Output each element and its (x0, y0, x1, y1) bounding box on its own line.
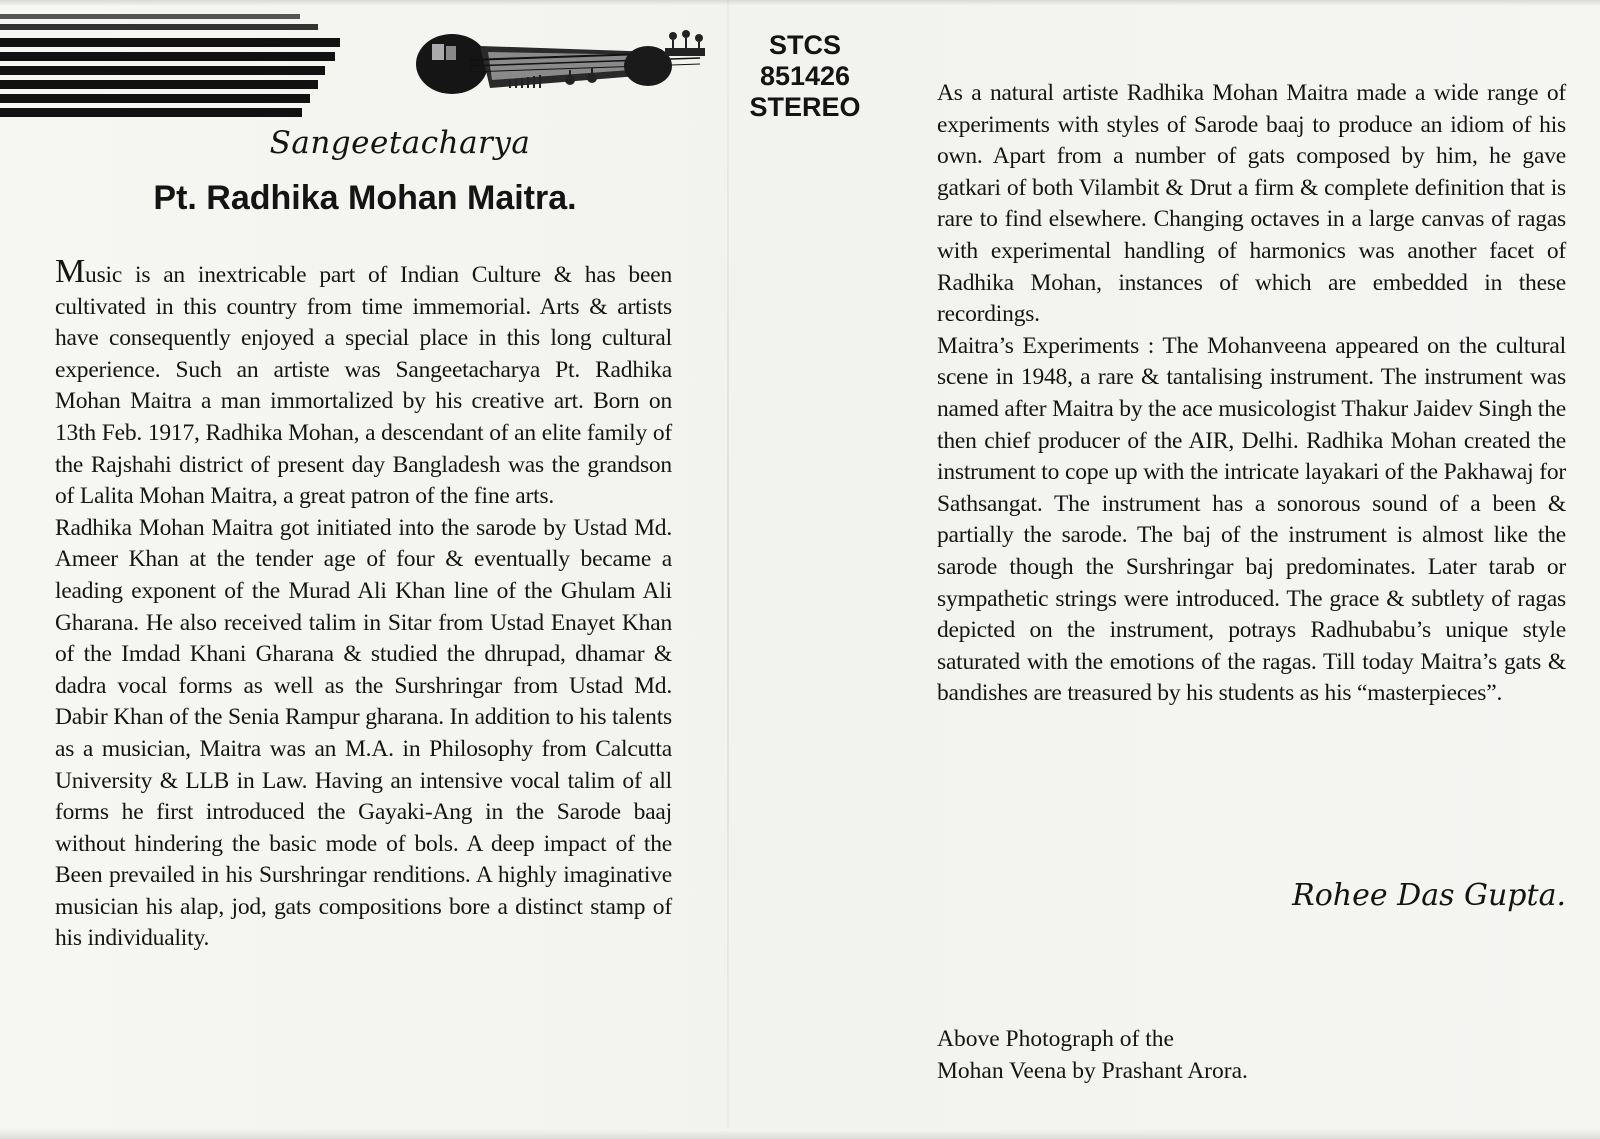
honorific-subtitle: Sangeetacharya (269, 125, 531, 161)
catalog-code: STCS (768, 30, 841, 60)
left-column (55, 253, 672, 955)
drop-cap: M (55, 253, 86, 290)
right-column (937, 78, 1566, 710)
top-edge (0, 0, 1600, 6)
left-paragraph-1 (55, 253, 672, 513)
right-paragraph-1: As a natural artiste Radhika Mohan Maitra made a wide range of experiments with styles of Sarode baaj to produce an idiom of his own. Apart from a number of gats composed by him, he gave gatkari of both Vilambit & Drut a firm & complete definition that is rare to find elsewhere. Changing octaves in a large canvas of ragas with experimental handling of harmonics was another facet of Radhika Mohan, instances of which are embedded in these recordings. (937, 80, 1566, 328)
catalog-format: STEREO (749, 92, 861, 122)
photo-credit-line-2: Mohan Veena by Prashant Arora. (937, 1057, 1248, 1084)
left-paragraph-2: Radhika Mohan Maitra got initiated into the sarode by Ustad Md. Ameer Khan at the tender age of four & eventually became a leading exponent of the Murad Ali Khan line of the Ghulam Ali Gharana. He also received talim in Sitar from Ustad Enayet Khan of the Imdad Khani Gharana & studied the dhrupad, dhamar & dadra vocal forms as well as the Surshringar from Ustad Md. Dabir Khan of the Senia Rampur gharana. In addition to his talents as a musician, Maitra was an M.A. in Philosophy from Calcutta University & LLB in Law. Having an intensive vocal talim of all forms he first introduced the Gayaki-Ang in the Sarode baaj without hindering the basic mode of bols. A deep impact of the Been prevailed in his Surshringar renditions. A highly imaginative musician his alap, jod, gats compositions bore a distinct stamp of his individuality. (55, 514, 672, 952)
author-signature: Rohee Das Gupta. (1292, 878, 1566, 913)
right-paragraph-2: Maitra’s Experiments : The Mohanveena appeared on the cultural scene in 1948, a rare & tantalising instrument. The instrument was named after Maitra by the ace musicologist Thakur Jaidev Singh the then chief producer of the AIR, Delhi. Radhika Mohan created the instrument to cope up with the intricate layakari of the Pakhawaj for Sathsangat. The instrument has a sonorous sound of a been & partially the sarode. The baj of the instrument is almost like the sarode though the Surshringar baj predominates. Later tarab or sympathetic strings were introduced. The grace & subtlety of ragas depicted on the instrument, potrays Radhubabu’s unique style saturated with the emotions of the ragas. Till today Maitra’s gats & bandishes are treasured by his students as his “masterpieces”. (937, 332, 1566, 707)
mohan-veena-icon (410, 22, 720, 112)
photo-credit-line-1: Above Photograph of the (937, 1026, 1174, 1052)
photo-credit (937, 1024, 1437, 1087)
bottom-edge (0, 1129, 1600, 1139)
catalog-number (740, 30, 870, 123)
catalog-number-digits: 851426 (759, 61, 851, 91)
page-title: Pt. Radhika Mohan Maitra. (153, 179, 577, 217)
left-paragraph-1-text: usic is an inextricable part of Indian Culture & has been cultivated in this country from time immemorial. Arts & artists have consequently enjoyed a special place in this long cultural experience. Such an artiste was Sangeetacharya Pt. Radhika Mohan Maitra a man immortalized by his creative art. Born on 13th Feb. 1917, Radhika Mohan, a descendant of an elite family of the Rajshahi district of present day Bangladesh was the grandson of Lalita Mohan Maitra, a great patron of the fine arts. (55, 262, 672, 510)
fold-line (727, 0, 729, 1139)
